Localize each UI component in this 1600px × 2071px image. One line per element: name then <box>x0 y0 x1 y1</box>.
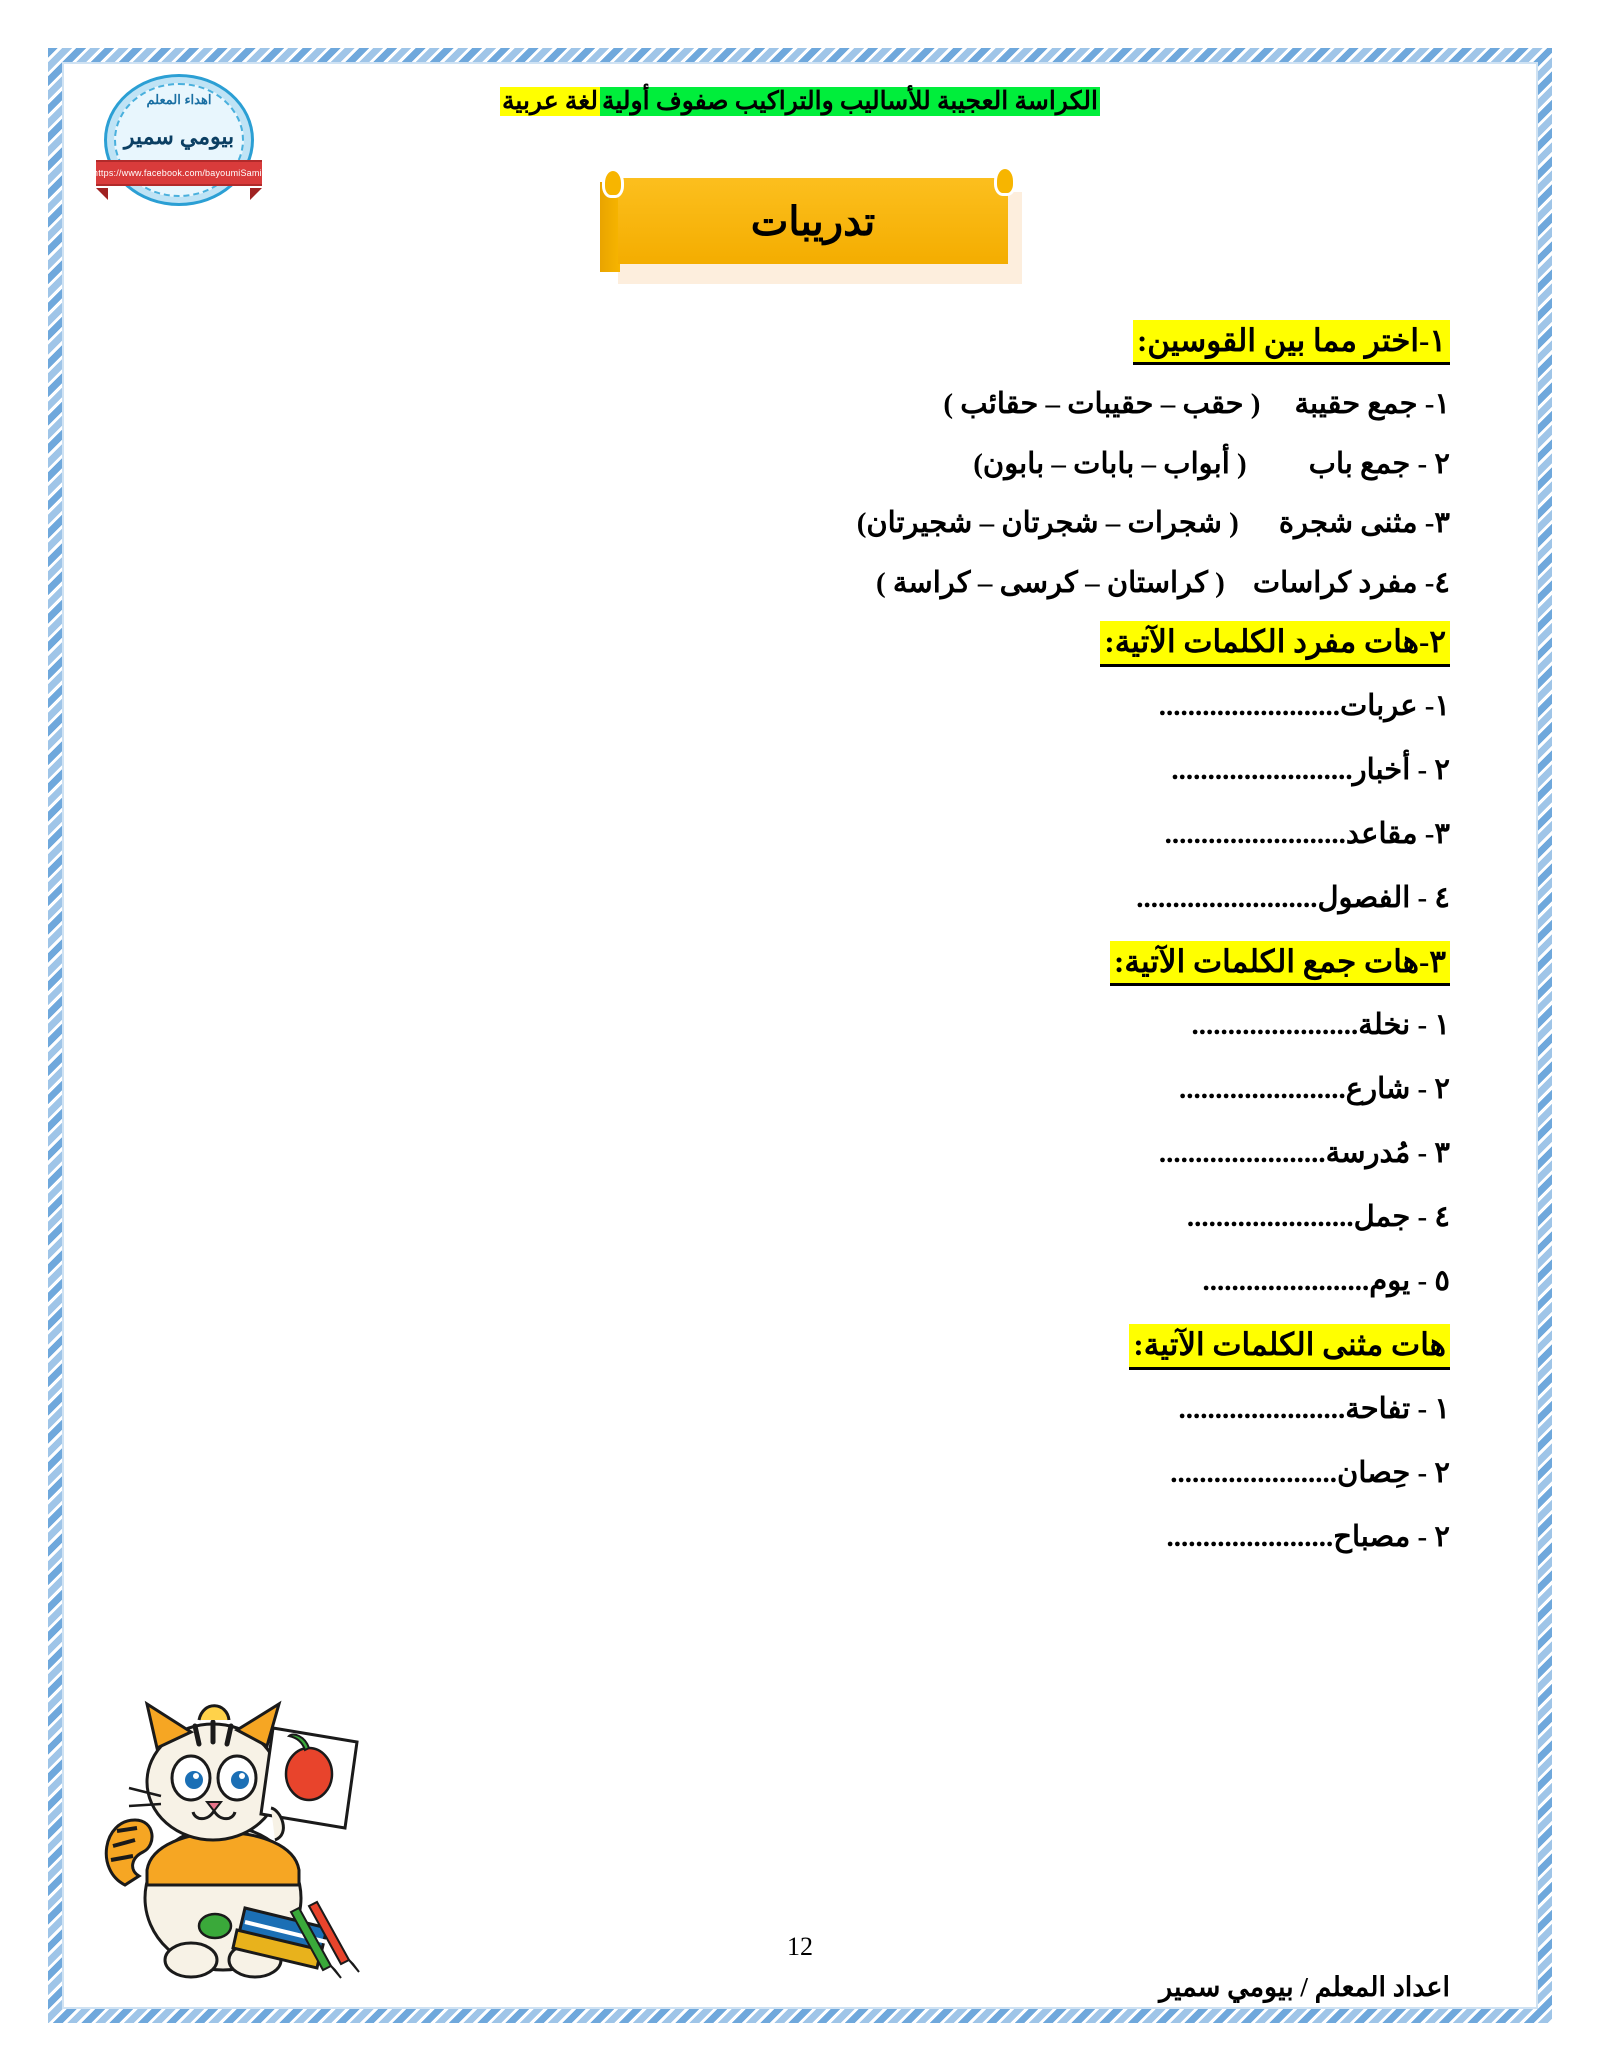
fill-blank-number: ٢ - <box>1417 1456 1450 1489</box>
title-banner <box>600 178 1020 274</box>
seal-teacher-name: بيومي سمير <box>123 124 235 149</box>
banner-title-text: تدريبات <box>750 198 876 244</box>
fill-blank-dots[interactable]: ....................... <box>1191 1009 1359 1042</box>
fill-blank-dots[interactable]: ......................... <box>1171 753 1353 786</box>
fill-blank-item <box>210 1388 1450 1430</box>
section-3-heading-row <box>210 941 1450 1004</box>
choice-item-stem <box>1279 502 1450 546</box>
fill-blank-number: ٣ - <box>1417 1137 1450 1170</box>
header-title-green: الكراسة العجيبة للأساليب والتراكيب صفوف أولية <box>601 88 1098 115</box>
fill-blank-number: ٢ - <box>1417 753 1450 786</box>
fill-blank-number: ١ - <box>1417 1009 1450 1042</box>
fill-blank-dots[interactable]: ......................... <box>1164 817 1346 850</box>
fill-blank-dots[interactable]: ....................... <box>1166 1520 1334 1553</box>
fill-blank-number: ١- <box>1424 689 1450 722</box>
choice-item-word: مفرد كراسات <box>1252 566 1418 599</box>
fill-blank-item <box>210 813 1450 855</box>
worksheet-content <box>210 320 1450 1580</box>
choice-item <box>210 383 1450 427</box>
fill-blank-dots[interactable]: ....................... <box>1178 1392 1346 1425</box>
fill-blank-item <box>210 1260 1450 1302</box>
fill-blank-word: جمل <box>1353 1201 1411 1234</box>
choice-item-stem <box>1253 562 1450 606</box>
fill-blank-item <box>210 1004 1450 1046</box>
fill-blank-word: حِصان <box>1337 1456 1411 1489</box>
fill-blank-word: يوم <box>1369 1265 1411 1298</box>
section-2-heading-row <box>210 621 1450 684</box>
fill-blank-word: تفاحة <box>1345 1392 1411 1425</box>
choice-item-word: جمع باب <box>1308 447 1411 480</box>
fill-blank-dots[interactable]: ....................... <box>1202 1265 1370 1298</box>
fill-blank-number: ٤ - <box>1417 881 1450 914</box>
fill-blank-word: الفصول <box>1317 881 1411 914</box>
fill-blank-item <box>210 1196 1450 1238</box>
fill-blank-number: ٥ - <box>1417 1265 1450 1298</box>
page-number: 12 <box>787 1932 813 1961</box>
choice-item-number: ٢ - <box>1417 447 1450 480</box>
choice-item <box>210 562 1450 606</box>
section-1-heading-row <box>210 320 1450 383</box>
fill-blank-word: شارع <box>1345 1073 1411 1106</box>
choice-item-word: جمع حقيبة <box>1294 388 1418 421</box>
fill-blank-word: نخلة <box>1358 1009 1411 1042</box>
fill-blank-number: ٢ - <box>1417 1520 1450 1553</box>
section-choose-from-parentheses <box>210 320 1450 605</box>
fill-blank-number: ٤ - <box>1417 1201 1450 1234</box>
fill-blank-item <box>210 1068 1450 1110</box>
banner-curl-left-icon <box>602 168 624 198</box>
choice-item-options: ( كراستان – كرسى – كراسة ) <box>875 566 1225 599</box>
section-4-heading-row <box>210 1324 1450 1387</box>
section-4-heading: هات مثنى الكلمات الآتية: <box>1129 1324 1450 1369</box>
choice-item-stem <box>1309 443 1450 487</box>
fill-blank-word: مُدرسة <box>1325 1137 1411 1170</box>
section-give-singular <box>210 621 1450 918</box>
fill-blank-word: مصباح <box>1333 1520 1411 1553</box>
seal-top-text: اهداء المعلم <box>146 92 212 107</box>
choice-item-options: ( حقب – حقيبات – حقائب ) <box>943 388 1261 421</box>
choice-item-options: ( شجرات – شجرتان – شجيرتان) <box>856 507 1239 540</box>
fill-blank-item <box>210 749 1450 791</box>
fill-blank-dots[interactable]: ....................... <box>1186 1201 1354 1234</box>
section-3-heading: ٣-هات جمع الكلمات الآتية: <box>1110 941 1450 986</box>
fill-blank-item <box>210 1516 1450 1558</box>
fill-blank-dots[interactable]: ......................... <box>1158 689 1340 722</box>
fill-blank-word: عربات <box>1339 689 1418 722</box>
choice-item-word: مثنى شجرة <box>1278 507 1418 540</box>
fill-blank-item <box>210 1132 1450 1174</box>
fill-blank-item <box>210 877 1450 919</box>
banner-curl-right-icon <box>994 166 1016 196</box>
fill-blank-dots[interactable]: ......................... <box>1136 881 1318 914</box>
choice-item-number: ٣- <box>1424 507 1450 540</box>
choice-item-stem <box>1294 383 1450 427</box>
section-1-heading: ١-اختر مما بين القوسين: <box>1133 320 1450 365</box>
fill-blank-number: ٢ - <box>1417 1073 1450 1106</box>
fill-blank-item <box>210 1452 1450 1494</box>
fill-blank-dots[interactable]: ....................... <box>1158 1137 1326 1170</box>
section-give-dual <box>210 1324 1450 1557</box>
fill-blank-dots[interactable]: ....................... <box>1179 1073 1346 1106</box>
choice-item <box>210 502 1450 546</box>
fill-blank-word: مقاعد <box>1345 817 1418 850</box>
choice-item <box>210 443 1450 487</box>
document-header <box>0 86 1600 117</box>
header-title-yellow: لغة عربية <box>502 88 598 115</box>
seal-facebook-ribbon: https://www.facebook.com/bayoumiSamir <box>96 160 262 186</box>
fill-blank-number: ١ - <box>1417 1392 1450 1425</box>
choice-item-options: ( أبواب – بابات – بابون) <box>973 447 1247 480</box>
footer-credit: اعداد المعلم / بيومي سمير <box>1159 1972 1450 2002</box>
choice-item-number: ١- <box>1424 388 1450 421</box>
choice-item-number: ٤- <box>1424 566 1450 599</box>
fill-blank-word: أخبار <box>1352 753 1411 786</box>
fill-blank-number: ٣- <box>1424 817 1450 850</box>
fill-blank-item <box>210 685 1450 727</box>
fill-blank-dots[interactable]: ....................... <box>1170 1456 1338 1489</box>
section-give-plural <box>210 941 1450 1303</box>
banner-body <box>618 178 1008 264</box>
section-2-heading: ٢-هات مفرد الكلمات الآتية: <box>1100 621 1450 666</box>
